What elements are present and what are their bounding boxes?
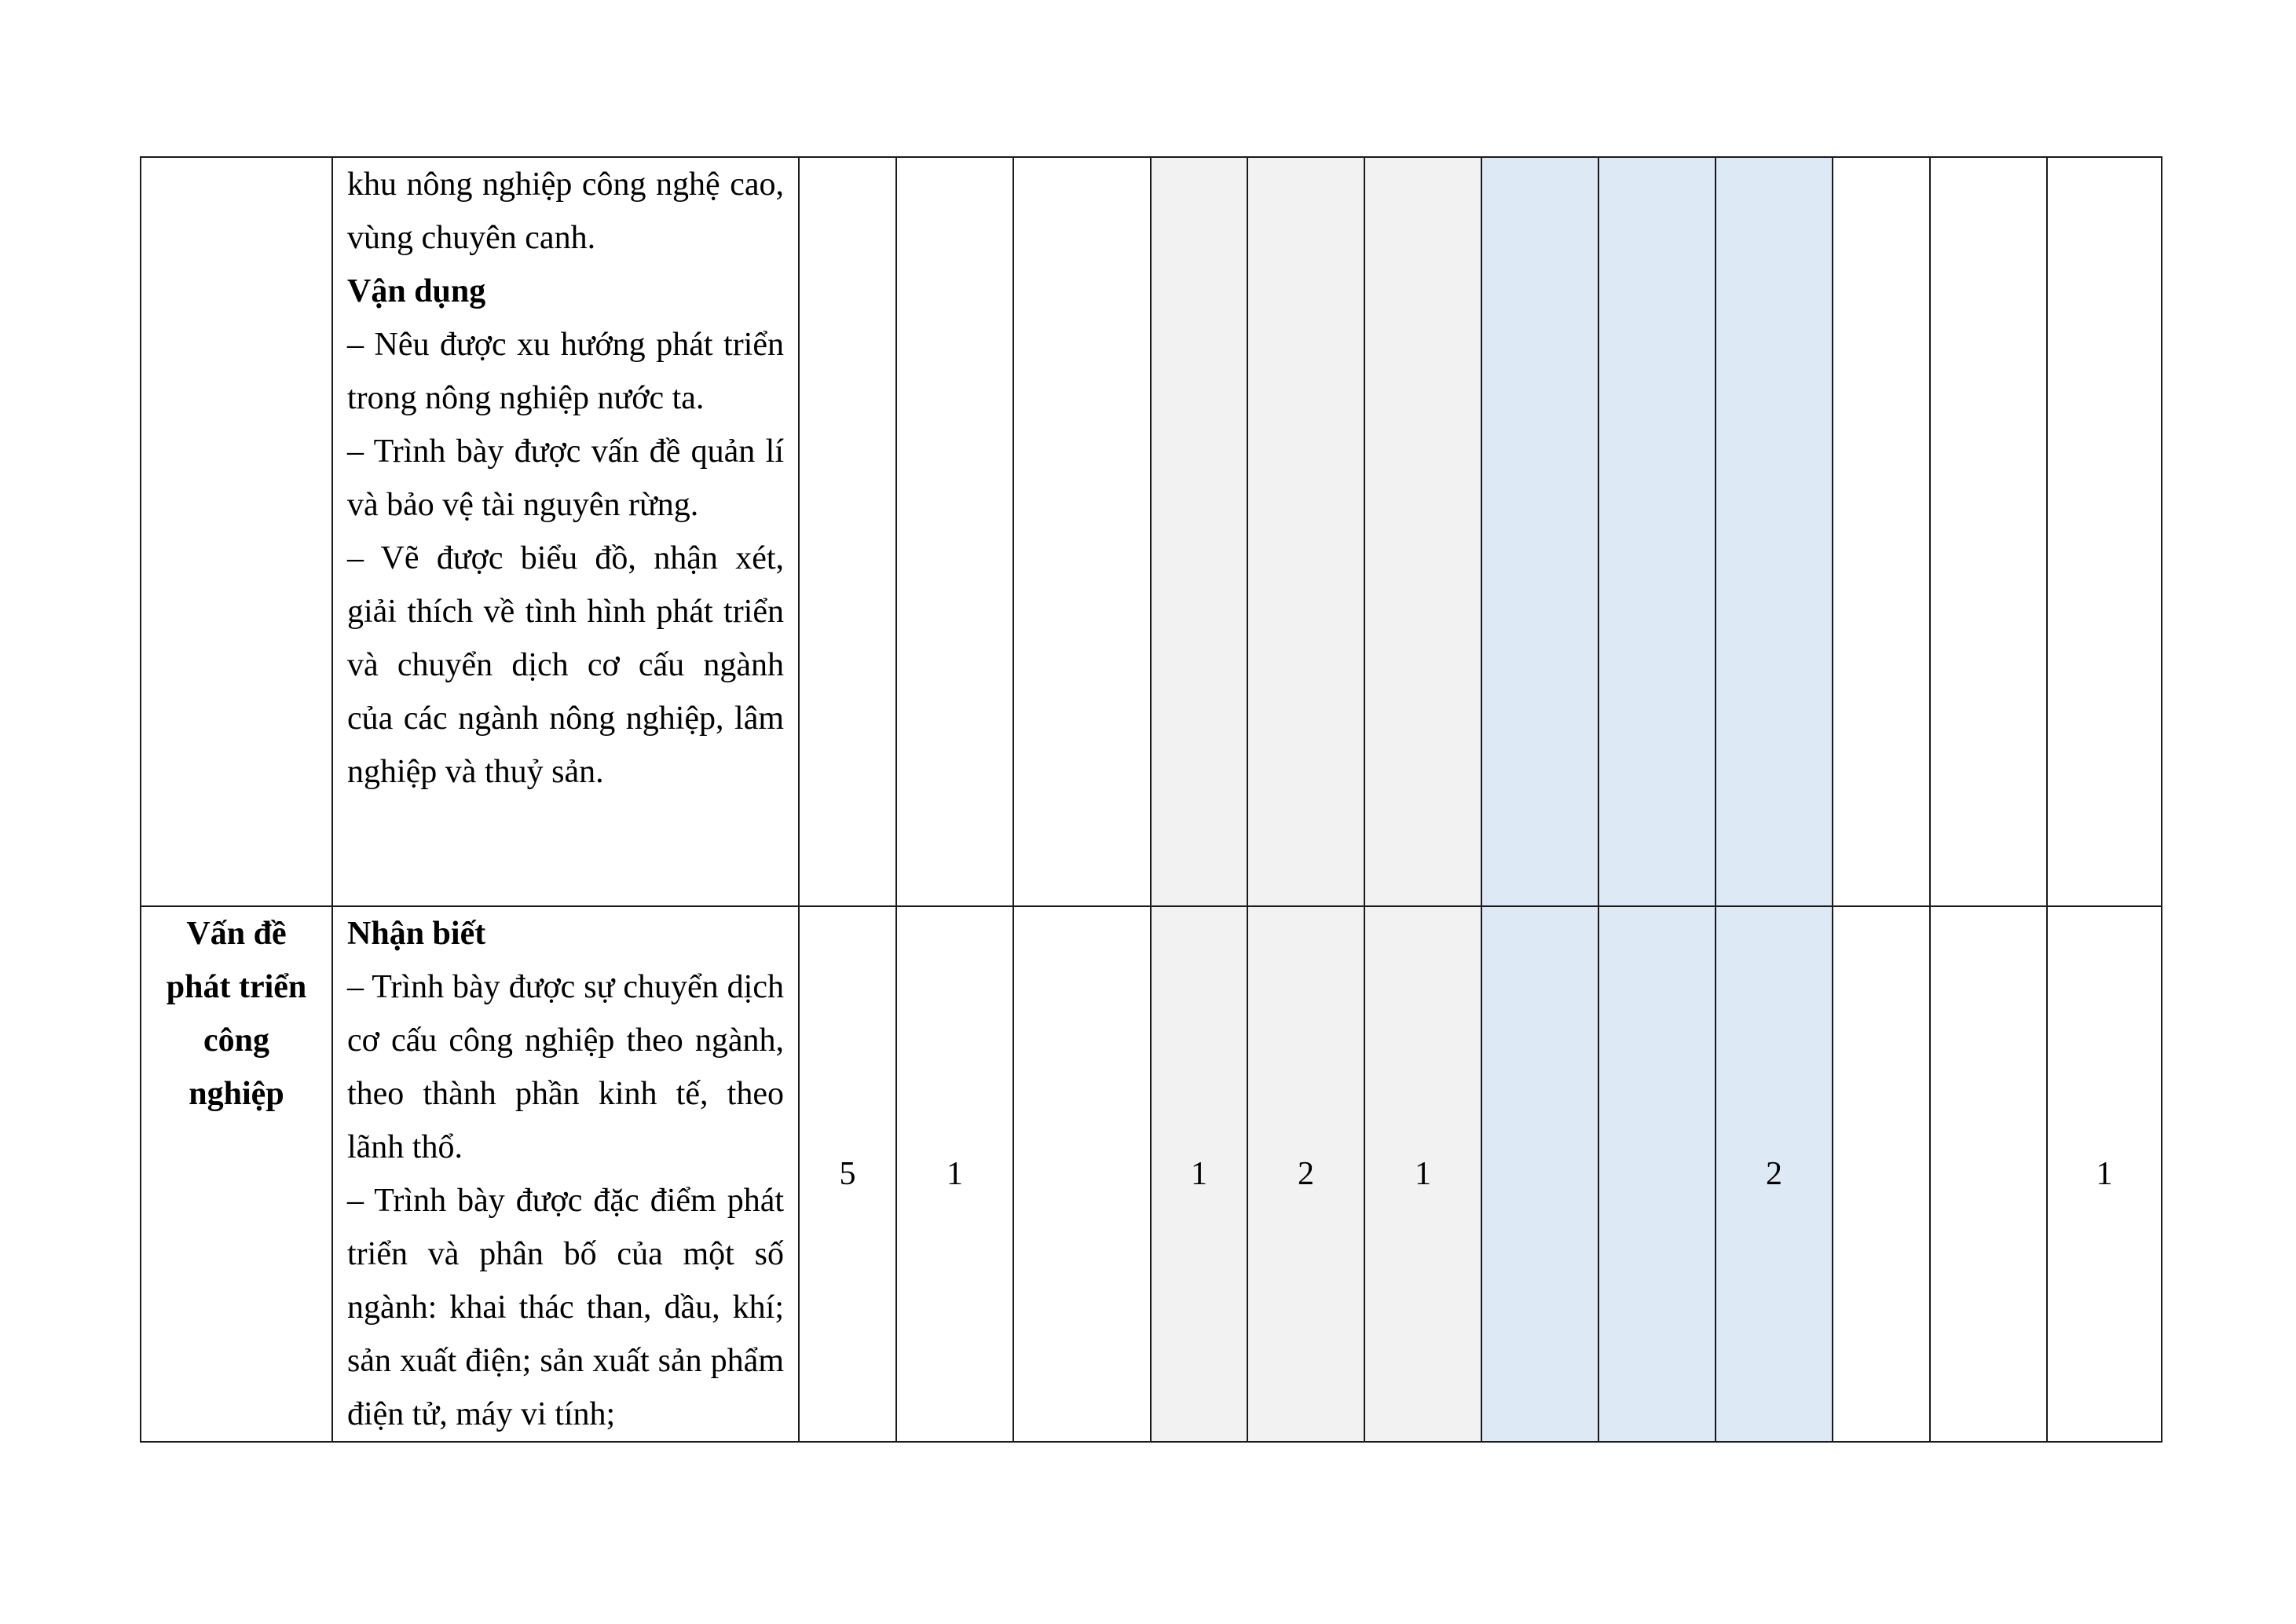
content-cell [332, 157, 799, 906]
count-cell [799, 157, 896, 906]
count-cell [896, 157, 1013, 906]
count-cell [1598, 157, 1716, 906]
content-line: – Trình bày được vấn đề quản lí và bảo vệ tài nguyên rừng. [347, 433, 784, 523]
count-cell: 1 [1151, 906, 1247, 1442]
content-line: – Trình bày được đặc điểm phát triển và phân bố của một số ngành: khai thác than, dầu, khí; sản xuất điện; sản xuất sản phẩm điện tử, máy vi tính; [347, 1183, 784, 1432]
table-row [141, 157, 2162, 906]
count-cell [1930, 157, 2047, 906]
count-cell [1247, 157, 1364, 906]
specification-matrix-table [140, 156, 2162, 1443]
content-line: – Vẽ được biểu đồ, nhận xét, giải thích về tình hình phát triển và chuyển dịch cơ cấu ngành của các ngành nông nghiệp, lâm nghiệp và thuỷ sản. [347, 540, 784, 790]
count-cell: 2 [1716, 906, 1833, 1442]
count-cell: 2 [1247, 906, 1364, 1442]
count-cell: 5 [799, 906, 896, 1442]
count-cell: 1 [2047, 906, 2162, 1442]
count-cell [1833, 906, 1930, 1442]
count-cell [1930, 906, 2047, 1442]
count-cell [2047, 157, 2162, 906]
content-line: khu nông nghiệp công nghệ cao, vùng chuyên canh. [347, 166, 784, 256]
content-line: – Nêu được xu hướng phát triển trong nông nghiệp nước ta. [347, 327, 784, 416]
content-cell [332, 906, 799, 1442]
topic-cell [141, 157, 332, 906]
count-cell: 1 [896, 906, 1013, 1442]
content-line: – Trình bày được sự chuyển dịch cơ cấu công nghiệp theo ngành, theo thành phần kinh tế, theo lãnh thổ. [347, 969, 784, 1165]
count-cell [1598, 906, 1716, 1442]
count-cell [1481, 906, 1598, 1442]
level-heading-van-dung: Vận dụng [347, 273, 486, 309]
count-cell [1481, 157, 1598, 906]
count-cell [1151, 157, 1247, 906]
count-cell [1013, 906, 1151, 1442]
topic-cell: Vấn đề phát triển công nghiệp [141, 906, 332, 1442]
count-cell [1364, 157, 1481, 906]
count-cell [1833, 157, 1930, 906]
count-cell: 1 [1364, 906, 1481, 1442]
count-cell [1716, 157, 1833, 906]
level-heading-nhan-biet: Nhận biết [347, 916, 486, 952]
table-row [141, 906, 2162, 1442]
count-cell [1013, 157, 1151, 906]
